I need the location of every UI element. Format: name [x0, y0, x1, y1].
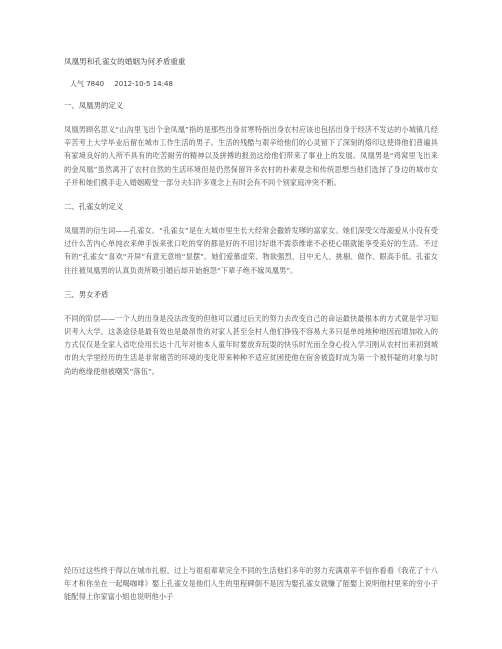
- closing-paragraph: 经历过这些终于得以在城市扎根、过上与祖祖辈辈完全不同的生活他们多年的努力充满艰辛不信你看看《我花了十八年才和你坐在一起喝咖啡》娶上孔雀女是他们人生的里程碑倒不是因为娶孔雀女就赚了能娶上说明他村里来的穷小子能配得上你家富小姐也说明他小子: [64, 566, 438, 602]
- section-paragraph: 凤凰男顾名思义“山沟里飞出个金凤凰”指的是那些出身贫寒特指出身农村应该也包括出身于经济不发达的小城镇几经辛苦考上大学毕业后留在城市工作生活的男子。生活的残酷与艰辛给他们的心灵留下了深刻的烙印这使得他们普遍具有家境良好的人所不具有的吃苦耐劳的精神以及拼搏的报劲这给他们带来了事业上的发展。凤凰男是“鸡窝里飞出来的金凤凰”虽然离开了农村自然的生活环境但是仍然保留许多农村的朴素观念和传统思想当他们选择了身边的城市女子并和她们携手走入婚姻殿堂一部分夫妇许多观念上有时会有不同个别家庭冲突不断。: [64, 125, 438, 187]
- section-paragraph: 凤凰男的衍生词——孔雀女。“孔雀女”是在大城市里生长大经常会撒娇发嗲的富家女。她们深受父母溺爱从小没有受过什么苦内心单纯衣来伸手饭来张口吃的穿的都是好的不用讨好谁不需恭维谁不必使心眼就能享受美好的生活。不过有的“孔雀女”喜欢“开屏”有意无意地“显摆”。她们爱慕虚荣、物欲强烈、目中无人、挑剔、做作、眼高手低。孔雀女往往被凤凰男的认真负责所吸引婚后却开始抱怨“下辈子绝不嫁凤凰男”。: [64, 226, 438, 275]
- document-title: 凤凰男和孔雀女的婚姻为何矛盾重重: [64, 57, 186, 66]
- popularity-count: 人气 7840: [70, 80, 105, 88]
- section-heading: 二、孔雀女的定义: [64, 202, 124, 212]
- document-meta: [64, 79, 438, 89]
- publish-date: 2012-10-5 14:48: [114, 80, 173, 88]
- document-content: [64, 57, 438, 602]
- section-heading: 一、凤凰男的定义: [64, 101, 124, 110]
- section-paragraph: 不同的阶层——一个人的出身是没法改变的但他可以通过后天的努力去改变自己的命运最快最根本的方式就是学习知识考入大学。这条途径是最有效也是最昂贵的对家人甚至全村人他们挣钱不容易大多只是单纯地种地因而增加收入的方式仅仅是全家人省吃俭用长达十几年对他本人童年时要放弃玩耍的快乐时光而全身心投入学习刚从农村出来初到城市的大学里经历的生活是非常痛苦的环境的变化带来种种不适应贫困使他在宿舍被盗时成为第一个被怀疑的对象与时尚的绝缘使他被嘲笑“落伍”。: [64, 313, 438, 376]
- section-heading: 三、男女矛盾: [64, 289, 109, 299]
